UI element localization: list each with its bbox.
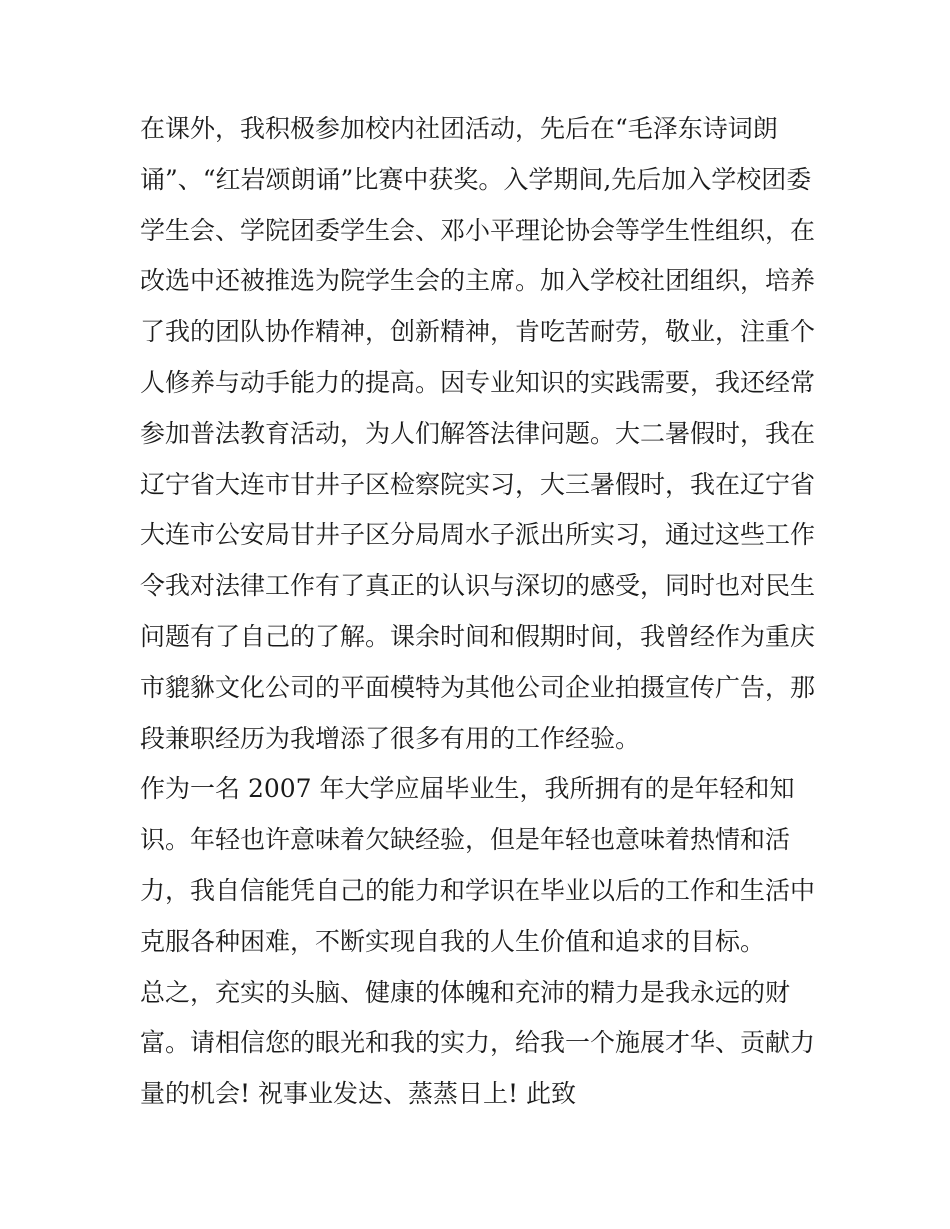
text-line: 富。请相信您的眼光和我的实力，给我一个施展才华、贡献力 [140,1028,816,1058]
text-line: 克服各种困难，不断实现自我的人生价值和追求的目标。 [140,926,766,956]
text-line: 作为一名 2007 年大学应届毕业生，我所拥有的是年轻和知 [140,774,795,804]
text-line: 辽宁省大连市甘井子区检察院实习，大三暑假时，我在辽宁省 [140,469,816,499]
text-line: 在课外，我积极参加校内社团活动，先后在“毛泽东诗词朗 [140,114,778,143]
text-line: 学生会、学院团委学生会、邓小平理论协会等学生性组织，在 [140,215,816,245]
text-line: 大连市公安局甘井子区分局周水子派出所实习，通过这些工作 [140,520,816,550]
text-line: 令我对法律工作有了真正的认识与深切的感受，同时也对民生 [140,571,816,601]
text-line: 总之，充实的头脑、健康的体魄和充沛的精力是我永远的财 [140,977,791,1007]
document-body [140,104,820,1120]
text-line: 力，我自信能凭自己的能力和学识在毕业以后的工作和生活中 [140,875,816,905]
text-line: 市貔貅文化公司的平面模特为其他公司企业拍摄宣传广告，那 [140,672,816,702]
text-line: 问题有了自己的了解。课余时间和假期时间，我曾经作为重庆 [140,621,816,651]
text-line: 参加普法教育活动，为人们解答法律问题。大二暑假时，我在 [140,418,816,448]
text-line: 识。年轻也许意味着欠缺经验，但是年轻也意味着热情和活 [140,825,791,855]
text-line: 量的机会! 祝事业发达、蒸蒸日上! 此致 [140,1079,576,1109]
text-line: 人修养与动手能力的提高。因专业知识的实践需要，我还经常 [140,367,816,397]
text-line: 段兼职经历为我增添了很多有用的工作经验。 [140,723,641,753]
text-line: 了我的团队协作精神，创新精神，肯吃苦耐劳，敬业，注重个 [140,317,816,347]
text-line: 改选中还被推选为院学生会的主席。加入学校社团组织，培养 [140,266,816,296]
text-line: 诵”、“红岩颂朗诵”比赛中获奖。入学期间,先后加入学校团委 [140,164,812,194]
